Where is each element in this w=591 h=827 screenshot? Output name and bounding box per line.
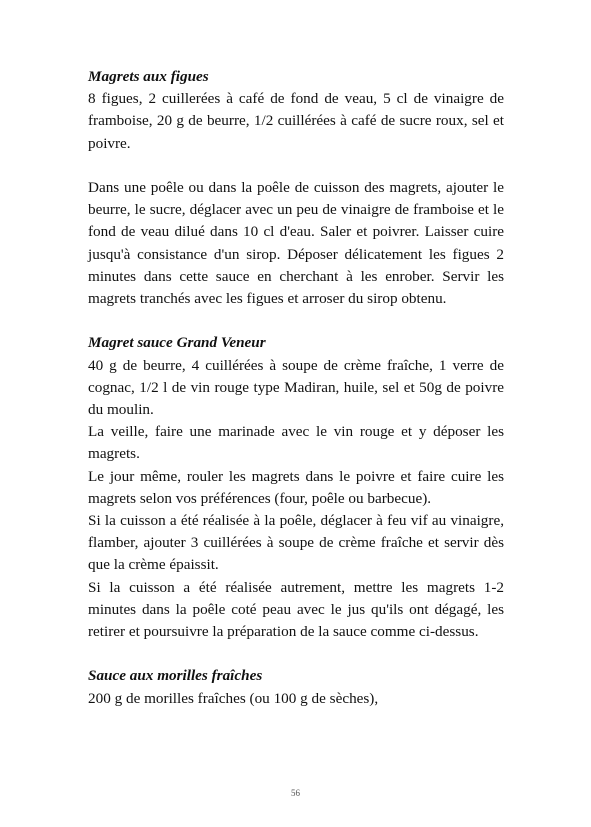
instructions-paragraph: Le jour même, rouler les magrets dans le poivre et faire cuire les magrets selon vos préférences (four, poêle ou barbecue). bbox=[88, 467, 504, 507]
page-number: 56 bbox=[291, 788, 300, 798]
page-content bbox=[88, 66, 504, 710]
recipe-title: Magrets aux figues bbox=[88, 68, 209, 85]
section-spacer bbox=[88, 310, 504, 332]
recipe-magret-sauce-grand-veneur bbox=[88, 332, 504, 643]
instructions-paragraph: Si la cuisson a été réalisée à la poêle, déglacer à feu vif au vinaigre, flamber, ajouter 3 cuillérées à soupe de crème fraîche et servir dès que la crème épaissit. bbox=[88, 512, 504, 574]
recipe-magrets-aux-figues bbox=[88, 66, 504, 310]
recipe-title: Sauce aux morilles fraîches bbox=[88, 667, 263, 685]
instructions-paragraph: Dans une poêle ou dans la poêle de cuisson des magrets, ajouter le beurre, le sucre, déglacer avec un peu de vinaigre de framboise et le fond de veau dilué dans 10 cl d'eau. Saler et poivrer. Laisser cuire jusqu'à consistance d'un sirop. Déposer délicatement les figues 2 minutes dans cette sauce en cherchant à les enrober. Servir les magrets tranchés avec les figues et arroser du sirop obtenu. bbox=[88, 179, 504, 308]
ingredients-paragraph: 200 g de morilles fraîches (ou 100 g de sèches), bbox=[88, 689, 379, 707]
instructions-paragraph: Si la cuisson a été réalisée autrement, mettre les magrets 1-2 minutes dans la poêle coté peau avec le jus qu'ils ont dégagé, les retirer et poursuivre la préparation de la sauce comme ci-dessus. bbox=[88, 578, 504, 641]
recipe-title: Magret sauce Grand Veneur bbox=[88, 334, 266, 352]
recipe-sauce-aux-morilles bbox=[88, 665, 504, 709]
ingredients-paragraph: 8 figues, 2 cuillerées à café de fond de veau, 5 cl de vinaigre de framboise, 20 g de beurre, 1/2 cuillérées à café de sucre roux, sel et poivre. bbox=[88, 90, 504, 152]
section-spacer bbox=[88, 643, 504, 665]
ingredients-paragraph: 40 g de beurre, 4 cuillérées à soupe de crème fraîche, 1 verre de cognac, 1/2 l de vin rouge type Madiran, huile, sel et 50g de poivre du moulin. bbox=[88, 356, 504, 419]
paragraph-spacer bbox=[88, 155, 504, 177]
instructions-paragraph: La veille, faire une marinade avec le vin rouge et y déposer les magrets. bbox=[88, 423, 504, 463]
